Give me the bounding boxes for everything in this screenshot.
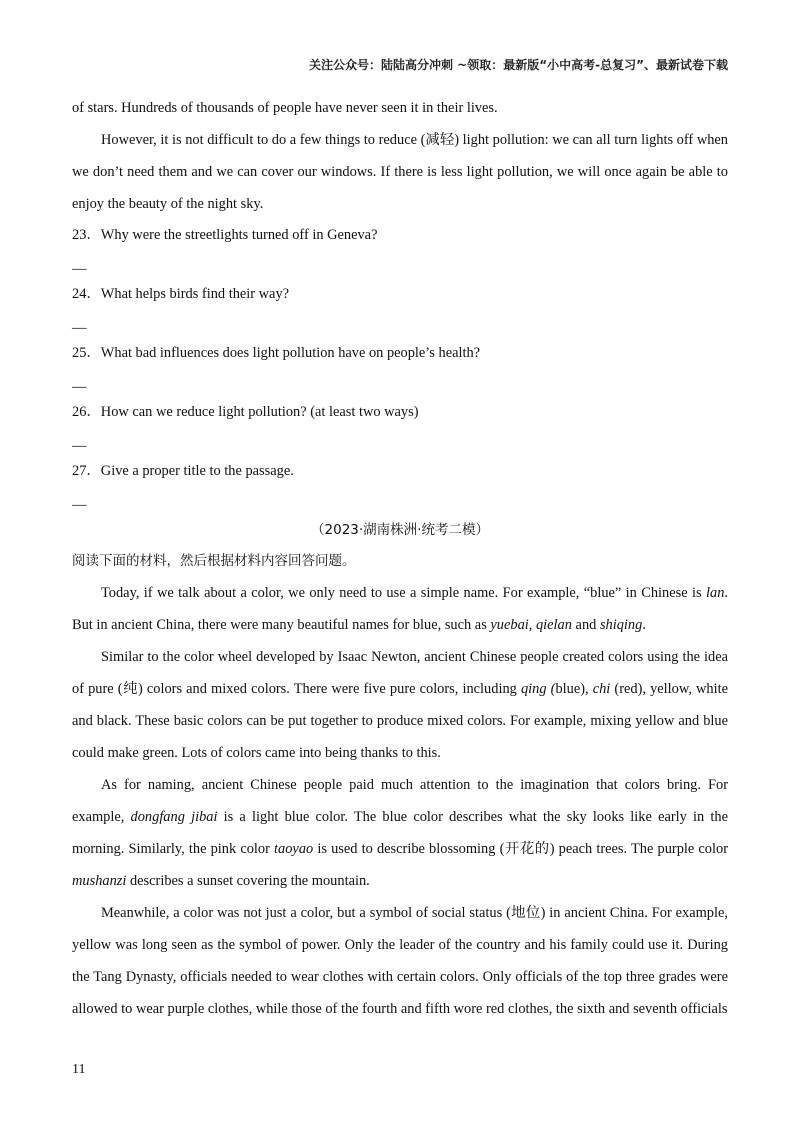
answer-line-25: __ <box>72 374 87 390</box>
paragraph-color-names: Today, if we talk about a color, we only need to use a simple name. For example, “blue” in Chinese is lan. But in ancient China, there were many beautiful names for blue, such as yuebai, qielan and shiqing. <box>72 585 728 633</box>
question-text: How can we reduce light pollution? (at least two ways) <box>100 404 419 420</box>
answer-line-23: __ <box>72 256 87 272</box>
question-text: Give a proper title to the passage. <box>100 463 294 479</box>
paragraph-continued: of stars. Hundreds of thousands of people have never seen it in their lives. <box>72 100 498 116</box>
paragraph-pure-colors: Similar to the color wheel developed by Isaac Newton, ancient Chinese people created colors using the idea of pure (纯) colors and mixed colors. There were five pure colors, including qing (blue), chi (red), yellow, white and black. These basic colors can be put together to produce mixed colors. For example, mixing yellow and blue could make green. Lots of colors came into being thanks to this. <box>72 649 728 761</box>
question-list <box>72 220 728 515</box>
answer-line-24: __ <box>72 315 87 331</box>
question-number: 26． <box>72 404 101 420</box>
question-23 <box>72 220 728 250</box>
question-number: 27． <box>72 463 101 479</box>
paragraph-light-pollution-reduce: However, it is not difficult to do a few things to reduce (减轻) light pollution: we can all turn lights off when we don’t need them and we can cover our windows. If there is less light pollution, we will once again be able to enjoy the beauty of the night sky. <box>72 132 728 212</box>
answer-line-27: __ <box>72 492 87 508</box>
question-text: Why were the streetlights turned off in Geneva? <box>100 227 378 243</box>
question-number: 23． <box>72 227 101 243</box>
page-content <box>72 92 728 1025</box>
term-chi: chi <box>592 681 611 697</box>
question-text: What helps birds find their way? <box>100 286 290 302</box>
paragraph-social-status: Meanwhile, a color was not just a color, but a symbol of social status (地位) in ancient China. For example, yellow was long seen as the symbol of power. Only the leader of the country and his family could use it. During the Tang Dynasty, officials needed to wear clothes with certain colors. Only officials of the top three grades were allowed to wear purple clothes, while those of the fourth and fifth wore red clothes, the sixth and seventh officials <box>72 905 728 1017</box>
term-mushanzi: mushanzi <box>72 873 127 889</box>
term-dongfang-jibai: dongfang jibai <box>130 809 218 825</box>
page-number: 11 <box>72 1062 86 1077</box>
question-27 <box>72 456 728 486</box>
question-number: 24． <box>72 286 101 302</box>
question-24 <box>72 279 728 309</box>
question-text: What bad influences does light pollution have on people’s health? <box>100 345 481 361</box>
page-header: 关注公众号：陆陆高分冲刺 ~领取：最新版“小中高考-总复习”、最新试卷下载 <box>309 58 728 72</box>
paragraph-naming: As for naming, ancient Chinese people paid much attention to the imagination that colors bring. For example, dongfang jibai is a light blue color. The blue color describes what the sky looks like early in the morning. Similarly, the pink color taoyao is used to describe blossoming (开花的) peach trees. The purple color mushanzi describes a sunset covering the mountain. <box>72 777 728 889</box>
question-25 <box>72 338 728 368</box>
term-qing: qing ( <box>520 681 556 697</box>
term-lan: lan <box>706 585 725 601</box>
term-shiqing: shiqing <box>599 617 643 633</box>
question-26 <box>72 397 728 427</box>
term-taoyao: taoyao <box>274 841 314 857</box>
section-source: （2023·湖南株洲·统考二模） <box>311 522 489 538</box>
question-number: 25． <box>72 345 101 361</box>
term-yuebai: yuebai <box>490 617 529 633</box>
term-qielan: qielan <box>535 617 572 633</box>
answer-line-26: __ <box>72 433 87 449</box>
section-instruction: 阅读下面的材料，然后根据材料内容回答问题。 <box>72 553 356 569</box>
